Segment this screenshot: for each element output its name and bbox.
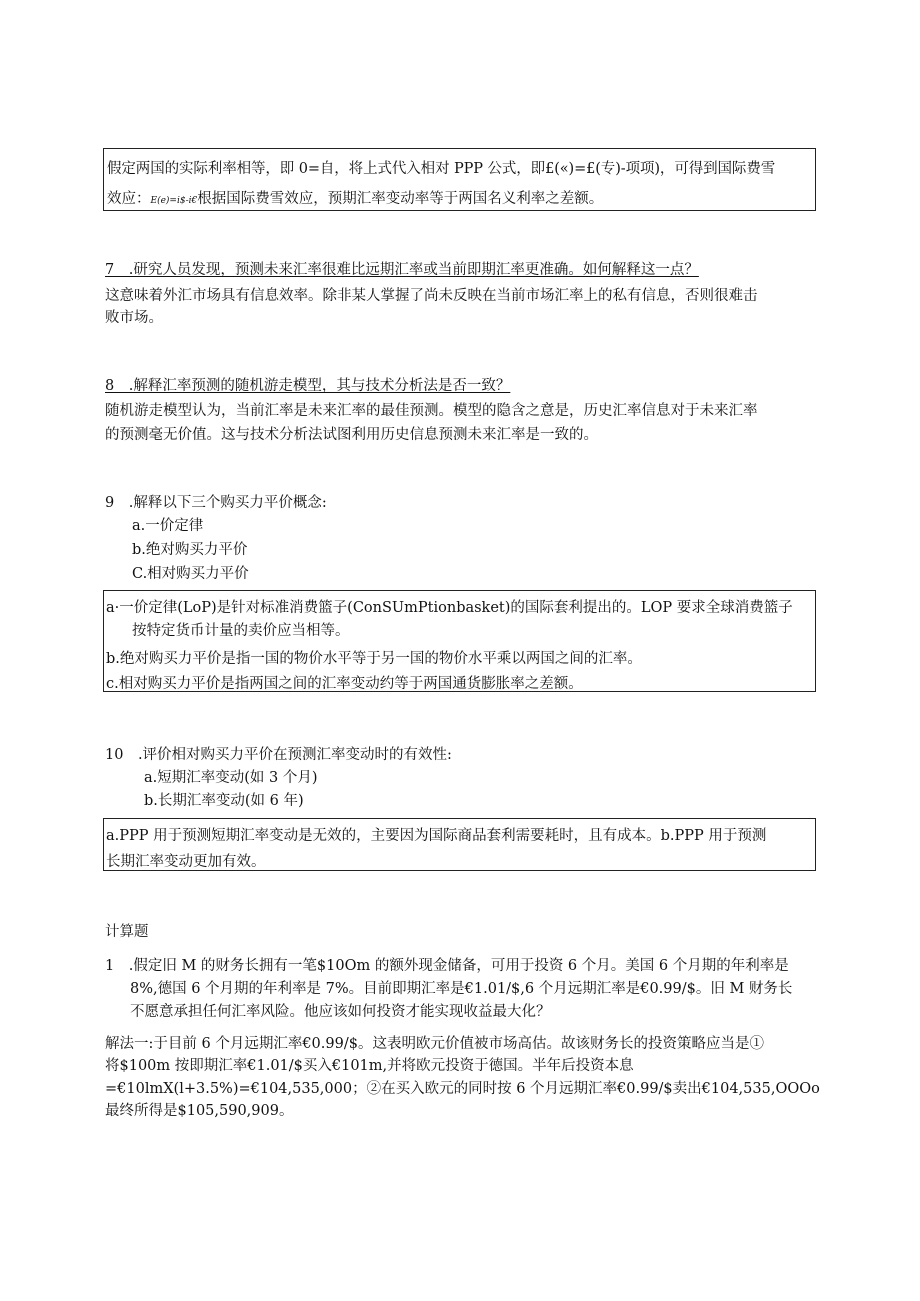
q9-answer-box xyxy=(103,590,816,692)
q9-answer-line-3: b.绝对购买力平价是指一国的物价水平等于另一国的物价水平乘以两国之间的汇率。 xyxy=(106,651,642,667)
calc-q1-line-2: 8%,德国 6 个月期的年利率是 7%。目前即期汇率是€1.01/$,6 个月远期汇率是€0.99/$。旧 M 财务长 xyxy=(130,981,793,997)
q9-item-b: b.绝对购买力平价 xyxy=(132,542,248,558)
question-7: 7 .研究人员发现，预测未来汇率很难比远期汇率或当前即期汇率更准确。如何解释这一点？ xyxy=(105,262,699,278)
box1-line-2 xyxy=(107,187,603,208)
q9-answer-line-4: c.相对购买力平价是指两国之间的汇率变动约等于两国通货膨胀率之差额。 xyxy=(106,676,583,692)
question-10: 10 .评价相对购买力平价在预测汇率变动时的有效性: xyxy=(105,747,452,763)
q10-item-a: a.短期汇率变动(如 3 个月) xyxy=(144,770,318,786)
calc-q1-line-1: 1 .假定旧 M 的财务长拥有一笔$10Om 的额外现金储备，可用于投资 6 个月。美国 6 个月期的年利率是 xyxy=(105,958,789,974)
question-9: 9 .解释以下三个购买力平价概念: xyxy=(105,495,327,511)
answer-8-line-1: 随机游走模型认为，当前汇率是未来汇率的最佳预测。模型的隐含之意是，历史汇率信息对于未来汇率 xyxy=(105,403,758,419)
solution-line-4: 最终所得是$105,590,909。 xyxy=(105,1103,294,1119)
q9-item-c: C.相对购买力平价 xyxy=(132,566,249,582)
calc-q1-line-3: 不愿意承担任何汇率风险。他应该如何投资才能实现收益最大化？ xyxy=(130,1004,551,1020)
answer-8-line-2: 的预测毫无价值。这与技术分析法试图利用历史信息预测未来汇率是一致的。 xyxy=(105,427,598,443)
ifisher-effect-box xyxy=(103,148,816,211)
q9-item-a: a.一价定律 xyxy=(132,518,204,534)
solution-line-1: 解法一:于目前 6 个月远期汇率€0.99/$。这表明欧元价值被市场高估。故该财务长的投资策略应当是① xyxy=(105,1036,764,1052)
box1-line-1: 假定两国的实际利率相等，即 0=自，将上式代入相对 PPP 公式，即£(«)=£(专)-项项)，可得到国际费雪 xyxy=(107,161,776,177)
solution-line-2: 将$100m 按即期汇率€1.01/$买入€101m,并将欧元投资于德国。半年后投资本息 xyxy=(105,1058,634,1074)
q10-answer-box xyxy=(103,818,816,871)
answer-7-line-2: 败市场。 xyxy=(105,310,163,326)
answer-7-line-1: 这意味着外汇市场具有信息效率。除非某人掌握了尚未反映在当前市场汇率上的私有信息，否则很难击 xyxy=(105,288,758,304)
q10-answer-line-2: 长期汇率变动更加有效。 xyxy=(106,854,266,870)
q9-answer-line-2: 按特定货币计量的卖价应当相等。 xyxy=(132,623,350,639)
fisher-formula: E(e)=i$-i€ xyxy=(150,196,198,206)
calc-heading: 计算题 xyxy=(105,924,149,940)
question-8: 8 .解释汇率预测的随机游走模型，其与技术分析法是否一致？ xyxy=(105,378,511,394)
solution-line-3: =€10lmX(l+3.5%)=€104,535,000；②在买入欧元的同时按 6 个月远期汇率€0.99/$卖出€104,535,OOOo xyxy=(105,1081,820,1097)
q9-answer-line-1: a·一价定律(LoP)是针对标准消费篮子(ConSUmPtionbasket)的国际套利提出的。LOP 要求全球消费篮子 xyxy=(106,600,793,616)
q10-item-b: b.长期汇率变动(如 6 年) xyxy=(144,793,304,809)
box1-line-2-prefix: 效应： xyxy=(107,191,151,207)
q10-answer-line-1: a.PPP 用于预测短期汇率变动是无效的，主要因为国际商品套利需要耗时，且有成本。b.PPP 用于预测 xyxy=(106,828,767,844)
box1-line-2-rest: 根据国际费雪效应，预期汇率变动率等于两国名义利率之差额。 xyxy=(197,191,604,207)
